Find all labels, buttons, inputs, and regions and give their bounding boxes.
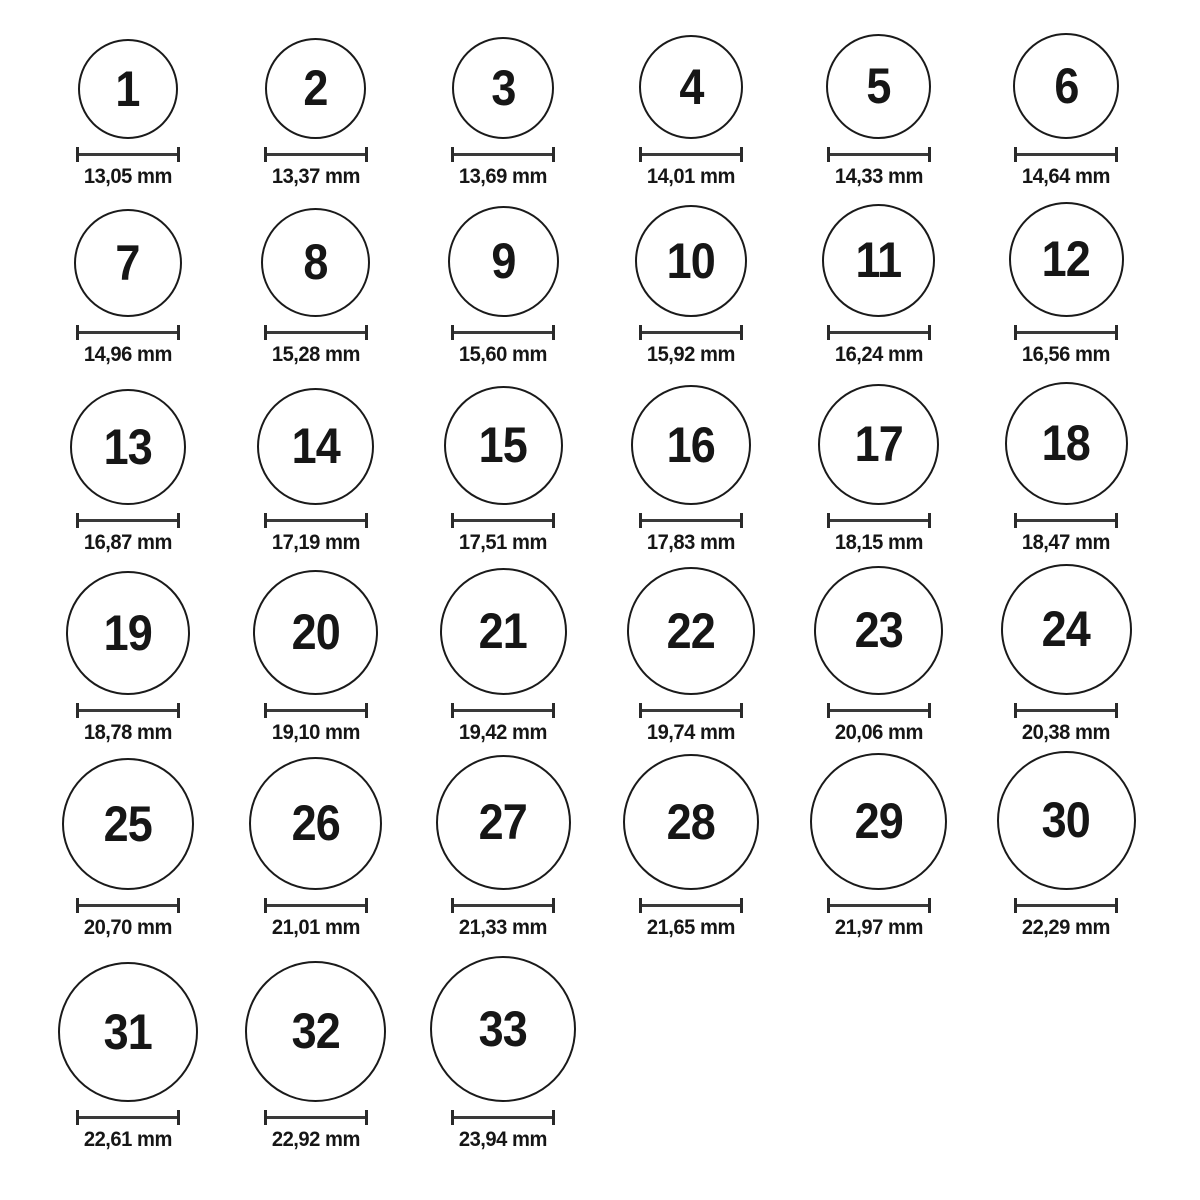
ring-circle bbox=[826, 34, 931, 139]
diameter-measure-line-icon bbox=[639, 703, 743, 718]
ring-size-cell bbox=[222, 192, 410, 370]
ring-size-cell bbox=[972, 558, 1160, 748]
diameter-label: 14,96 mm bbox=[83, 342, 172, 366]
ring-size-number: 18 bbox=[1042, 415, 1091, 472]
diameter-label: 15,28 mm bbox=[271, 342, 360, 366]
ring-circle bbox=[261, 208, 370, 317]
diameter-label: 14,33 mm bbox=[834, 164, 923, 188]
diameter-measure-line-icon bbox=[1014, 513, 1118, 528]
ring-size-number: 22 bbox=[666, 602, 716, 659]
ring-size-cell bbox=[222, 943, 410, 1155]
ring-circle bbox=[810, 753, 947, 890]
diameter-label: 23,94 mm bbox=[459, 1127, 548, 1151]
ring-size-cell bbox=[409, 943, 597, 1155]
ring-size-number: 14 bbox=[291, 418, 340, 475]
ring-size-number: 13 bbox=[103, 418, 152, 475]
ring-size-cell bbox=[597, 370, 785, 558]
ring-size-cell bbox=[785, 558, 973, 748]
diameter-label: 21,01 mm bbox=[271, 915, 360, 939]
diameter-measure-line-icon bbox=[1014, 325, 1118, 340]
diameter-label: 22,29 mm bbox=[1022, 915, 1111, 939]
ring-size-cell bbox=[597, 192, 785, 370]
ring-size-cell bbox=[785, 0, 973, 192]
diameter-label: 15,60 mm bbox=[459, 342, 548, 366]
ring-size-number: 23 bbox=[854, 602, 903, 659]
ring-size-cell bbox=[222, 748, 410, 943]
ring-size-number: 5 bbox=[866, 58, 891, 115]
ring-size-number: 26 bbox=[291, 795, 340, 852]
ring-size-cell bbox=[34, 748, 222, 943]
diameter-label: 13,05 mm bbox=[83, 164, 172, 188]
diameter-measure-line-icon bbox=[827, 325, 931, 340]
diameter-label: 13,69 mm bbox=[459, 164, 548, 188]
ring-size-cell bbox=[785, 370, 973, 558]
ring-size-cell bbox=[409, 0, 597, 192]
diameter-measure-line-icon bbox=[827, 513, 931, 528]
ring-circle bbox=[822, 204, 935, 317]
ring-size-number: 6 bbox=[1054, 57, 1079, 114]
ring-circle bbox=[430, 956, 576, 1102]
ring-size-number: 29 bbox=[854, 793, 903, 850]
ring-circle bbox=[78, 39, 178, 139]
ring-circle bbox=[257, 388, 374, 505]
ring-circle bbox=[58, 962, 198, 1102]
diameter-label: 22,92 mm bbox=[271, 1127, 360, 1151]
ring-size-number: 2 bbox=[303, 60, 328, 117]
ring-size-cell bbox=[222, 370, 410, 558]
ring-size-cell bbox=[222, 558, 410, 748]
diameter-measure-line-icon bbox=[451, 513, 555, 528]
ring-size-number: 10 bbox=[666, 232, 716, 289]
diameter-label: 20,06 mm bbox=[834, 720, 923, 744]
ring-size-cell bbox=[409, 748, 597, 943]
ring-size-number: 17 bbox=[854, 416, 903, 473]
ring-circle bbox=[1009, 202, 1124, 317]
diameter-label: 21,65 mm bbox=[646, 915, 735, 939]
diameter-label: 17,51 mm bbox=[459, 530, 548, 554]
ring-size-number: 16 bbox=[666, 416, 716, 473]
ring-size-cell bbox=[409, 558, 597, 748]
ring-circle bbox=[440, 568, 567, 695]
diameter-measure-line-icon bbox=[264, 325, 368, 340]
diameter-measure-line-icon bbox=[1014, 147, 1118, 162]
ring-size-cell bbox=[972, 0, 1160, 192]
ring-size-number: 24 bbox=[1042, 601, 1091, 658]
diameter-measure-line-icon bbox=[76, 898, 180, 913]
diameter-label: 16,24 mm bbox=[834, 342, 923, 366]
diameter-measure-line-icon bbox=[451, 703, 555, 718]
diameter-measure-line-icon bbox=[1014, 898, 1118, 913]
ring-size-number: 28 bbox=[666, 793, 716, 850]
diameter-label: 16,87 mm bbox=[83, 530, 172, 554]
diameter-measure-line-icon bbox=[76, 703, 180, 718]
diameter-label: 17,83 mm bbox=[646, 530, 735, 554]
ring-circle bbox=[74, 209, 182, 317]
diameter-measure-line-icon bbox=[451, 325, 555, 340]
ring-size-number: 3 bbox=[491, 59, 516, 116]
diameter-measure-line-icon bbox=[76, 325, 180, 340]
ring-circle bbox=[66, 571, 190, 695]
diameter-measure-line-icon bbox=[827, 703, 931, 718]
ring-circle bbox=[1005, 382, 1128, 505]
diameter-label: 19,10 mm bbox=[271, 720, 360, 744]
ring-size-number: 8 bbox=[303, 234, 328, 291]
diameter-measure-line-icon bbox=[451, 147, 555, 162]
ring-circle bbox=[444, 386, 563, 505]
ring-size-cell bbox=[597, 558, 785, 748]
ring-circle bbox=[70, 389, 186, 505]
diameter-measure-line-icon bbox=[827, 147, 931, 162]
ring-circle bbox=[631, 385, 751, 505]
diameter-label: 18,47 mm bbox=[1022, 530, 1111, 554]
ring-size-cell bbox=[785, 192, 973, 370]
ring-circle bbox=[253, 570, 378, 695]
diameter-label: 14,01 mm bbox=[646, 164, 735, 188]
ring-size-cell bbox=[972, 192, 1160, 370]
ring-size-number: 12 bbox=[1042, 231, 1091, 288]
ring-size-number: 31 bbox=[103, 1003, 152, 1060]
diameter-label: 13,37 mm bbox=[271, 164, 360, 188]
diameter-label: 17,19 mm bbox=[271, 530, 360, 554]
ring-size-cell bbox=[972, 370, 1160, 558]
diameter-measure-line-icon bbox=[639, 513, 743, 528]
diameter-label: 20,70 mm bbox=[83, 915, 172, 939]
diameter-label: 19,74 mm bbox=[646, 720, 735, 744]
diameter-measure-line-icon bbox=[264, 1110, 368, 1125]
diameter-measure-line-icon bbox=[264, 147, 368, 162]
ring-size-number: 7 bbox=[115, 234, 140, 291]
diameter-measure-line-icon bbox=[639, 147, 743, 162]
diameter-measure-line-icon bbox=[639, 898, 743, 913]
ring-size-cell bbox=[409, 192, 597, 370]
ring-size-number: 20 bbox=[291, 604, 340, 661]
diameter-label: 18,15 mm bbox=[834, 530, 923, 554]
ring-size-number: 15 bbox=[479, 417, 528, 474]
ring-size-cell bbox=[34, 370, 222, 558]
diameter-label: 16,56 mm bbox=[1022, 342, 1111, 366]
ring-circle bbox=[1001, 564, 1132, 695]
ring-size-number: 32 bbox=[291, 1003, 340, 1060]
ring-circle bbox=[814, 566, 943, 695]
diameter-label: 21,33 mm bbox=[459, 915, 548, 939]
diameter-label: 14,64 mm bbox=[1022, 164, 1111, 188]
ring-circle bbox=[249, 757, 382, 890]
ring-size-cell bbox=[409, 370, 597, 558]
ring-circle bbox=[627, 567, 755, 695]
diameter-label: 22,61 mm bbox=[83, 1127, 172, 1151]
ring-circle bbox=[818, 384, 939, 505]
diameter-measure-line-icon bbox=[76, 513, 180, 528]
ring-size-cell bbox=[34, 0, 222, 192]
diameter-label: 18,78 mm bbox=[83, 720, 172, 744]
ring-size-cell bbox=[34, 943, 222, 1155]
ring-circle bbox=[436, 755, 571, 890]
ring-size-number: 1 bbox=[115, 60, 140, 117]
ring-circle bbox=[639, 35, 743, 139]
ring-size-number: 33 bbox=[479, 1000, 528, 1057]
ring-size-number: 9 bbox=[491, 233, 516, 290]
ring-size-number: 27 bbox=[479, 794, 528, 851]
diameter-measure-line-icon bbox=[264, 898, 368, 913]
ring-size-cell bbox=[785, 748, 973, 943]
ring-circle bbox=[62, 758, 194, 890]
ring-size-cell bbox=[597, 0, 785, 192]
ring-circle bbox=[1013, 33, 1119, 139]
ring-size-number: 30 bbox=[1042, 792, 1091, 849]
ring-circle bbox=[448, 206, 559, 317]
ring-circle bbox=[997, 751, 1136, 890]
ring-circle bbox=[452, 37, 554, 139]
diameter-label: 19,42 mm bbox=[459, 720, 548, 744]
ring-circle bbox=[265, 38, 366, 139]
ring-circle bbox=[245, 961, 386, 1102]
ring-size-cell bbox=[222, 0, 410, 192]
diameter-label: 20,38 mm bbox=[1022, 720, 1111, 744]
ring-size-number: 11 bbox=[855, 232, 902, 289]
diameter-measure-line-icon bbox=[451, 898, 555, 913]
ring-size-cell bbox=[34, 558, 222, 748]
diameter-measure-line-icon bbox=[827, 898, 931, 913]
ring-size-number: 4 bbox=[678, 58, 703, 115]
diameter-label: 15,92 mm bbox=[646, 342, 735, 366]
ring-circle bbox=[635, 205, 747, 317]
diameter-measure-line-icon bbox=[1014, 703, 1118, 718]
ring-size-number: 19 bbox=[103, 604, 152, 661]
diameter-measure-line-icon bbox=[639, 325, 743, 340]
diameter-measure-line-icon bbox=[76, 1110, 180, 1125]
ring-size-cell bbox=[597, 748, 785, 943]
diameter-label: 21,97 mm bbox=[834, 915, 923, 939]
diameter-measure-line-icon bbox=[451, 1110, 555, 1125]
diameter-measure-line-icon bbox=[76, 147, 180, 162]
ring-size-number: 25 bbox=[103, 795, 152, 852]
ring-circle bbox=[623, 754, 759, 890]
diameter-measure-line-icon bbox=[264, 703, 368, 718]
diameter-measure-line-icon bbox=[264, 513, 368, 528]
ring-size-number: 21 bbox=[479, 603, 528, 660]
ring-size-cell bbox=[972, 748, 1160, 943]
ring-size-cell bbox=[34, 192, 222, 370]
